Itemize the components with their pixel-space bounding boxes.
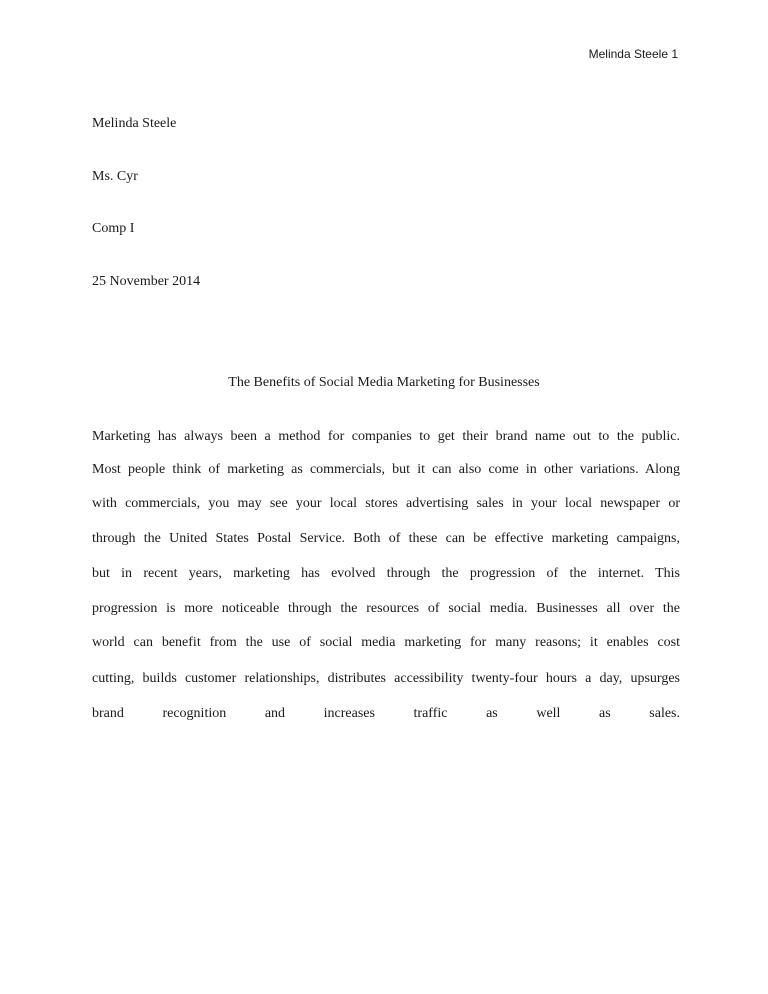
student-name: Melinda Steele: [92, 116, 177, 131]
paragraph-line: through the United States Postal Service. Both of these can be effective marketing campaigns,: [92, 531, 680, 546]
essay-title: The Benefits of Social Media Marketing for Businesses: [228, 375, 540, 390]
paragraph-line: but in recent years, marketing has evolved through the progression of the internet. This: [92, 566, 680, 581]
paragraph-line: Marketing has always been a method for companies to get their brand name out to the public.: [92, 429, 680, 444]
paragraph-line: cutting, builds customer relationships, distributes accessibility twenty-four hours a day, upsurges: [92, 671, 680, 686]
instructor-name: Ms. Cyr: [92, 169, 138, 184]
paragraph-line: brand recognition and increases traffic as well as sales.: [92, 706, 680, 721]
paragraph-line: progression is more noticeable through the resources of social media. Businesses all over the: [92, 601, 680, 616]
course-name: Comp I: [92, 221, 135, 236]
running-head: Melinda Steele 1: [588, 47, 678, 61]
date: 25 November 2014: [92, 274, 201, 289]
paragraph-line: Most people think of marketing as commercials, but it can also come in other variations. Along: [92, 462, 680, 477]
paragraph-line: with commercials, you may see your local stores advertising sales in your local newspaper or: [92, 496, 680, 511]
paragraph-line: world can benefit from the use of social media marketing for many reasons; it enables cost: [92, 635, 680, 650]
